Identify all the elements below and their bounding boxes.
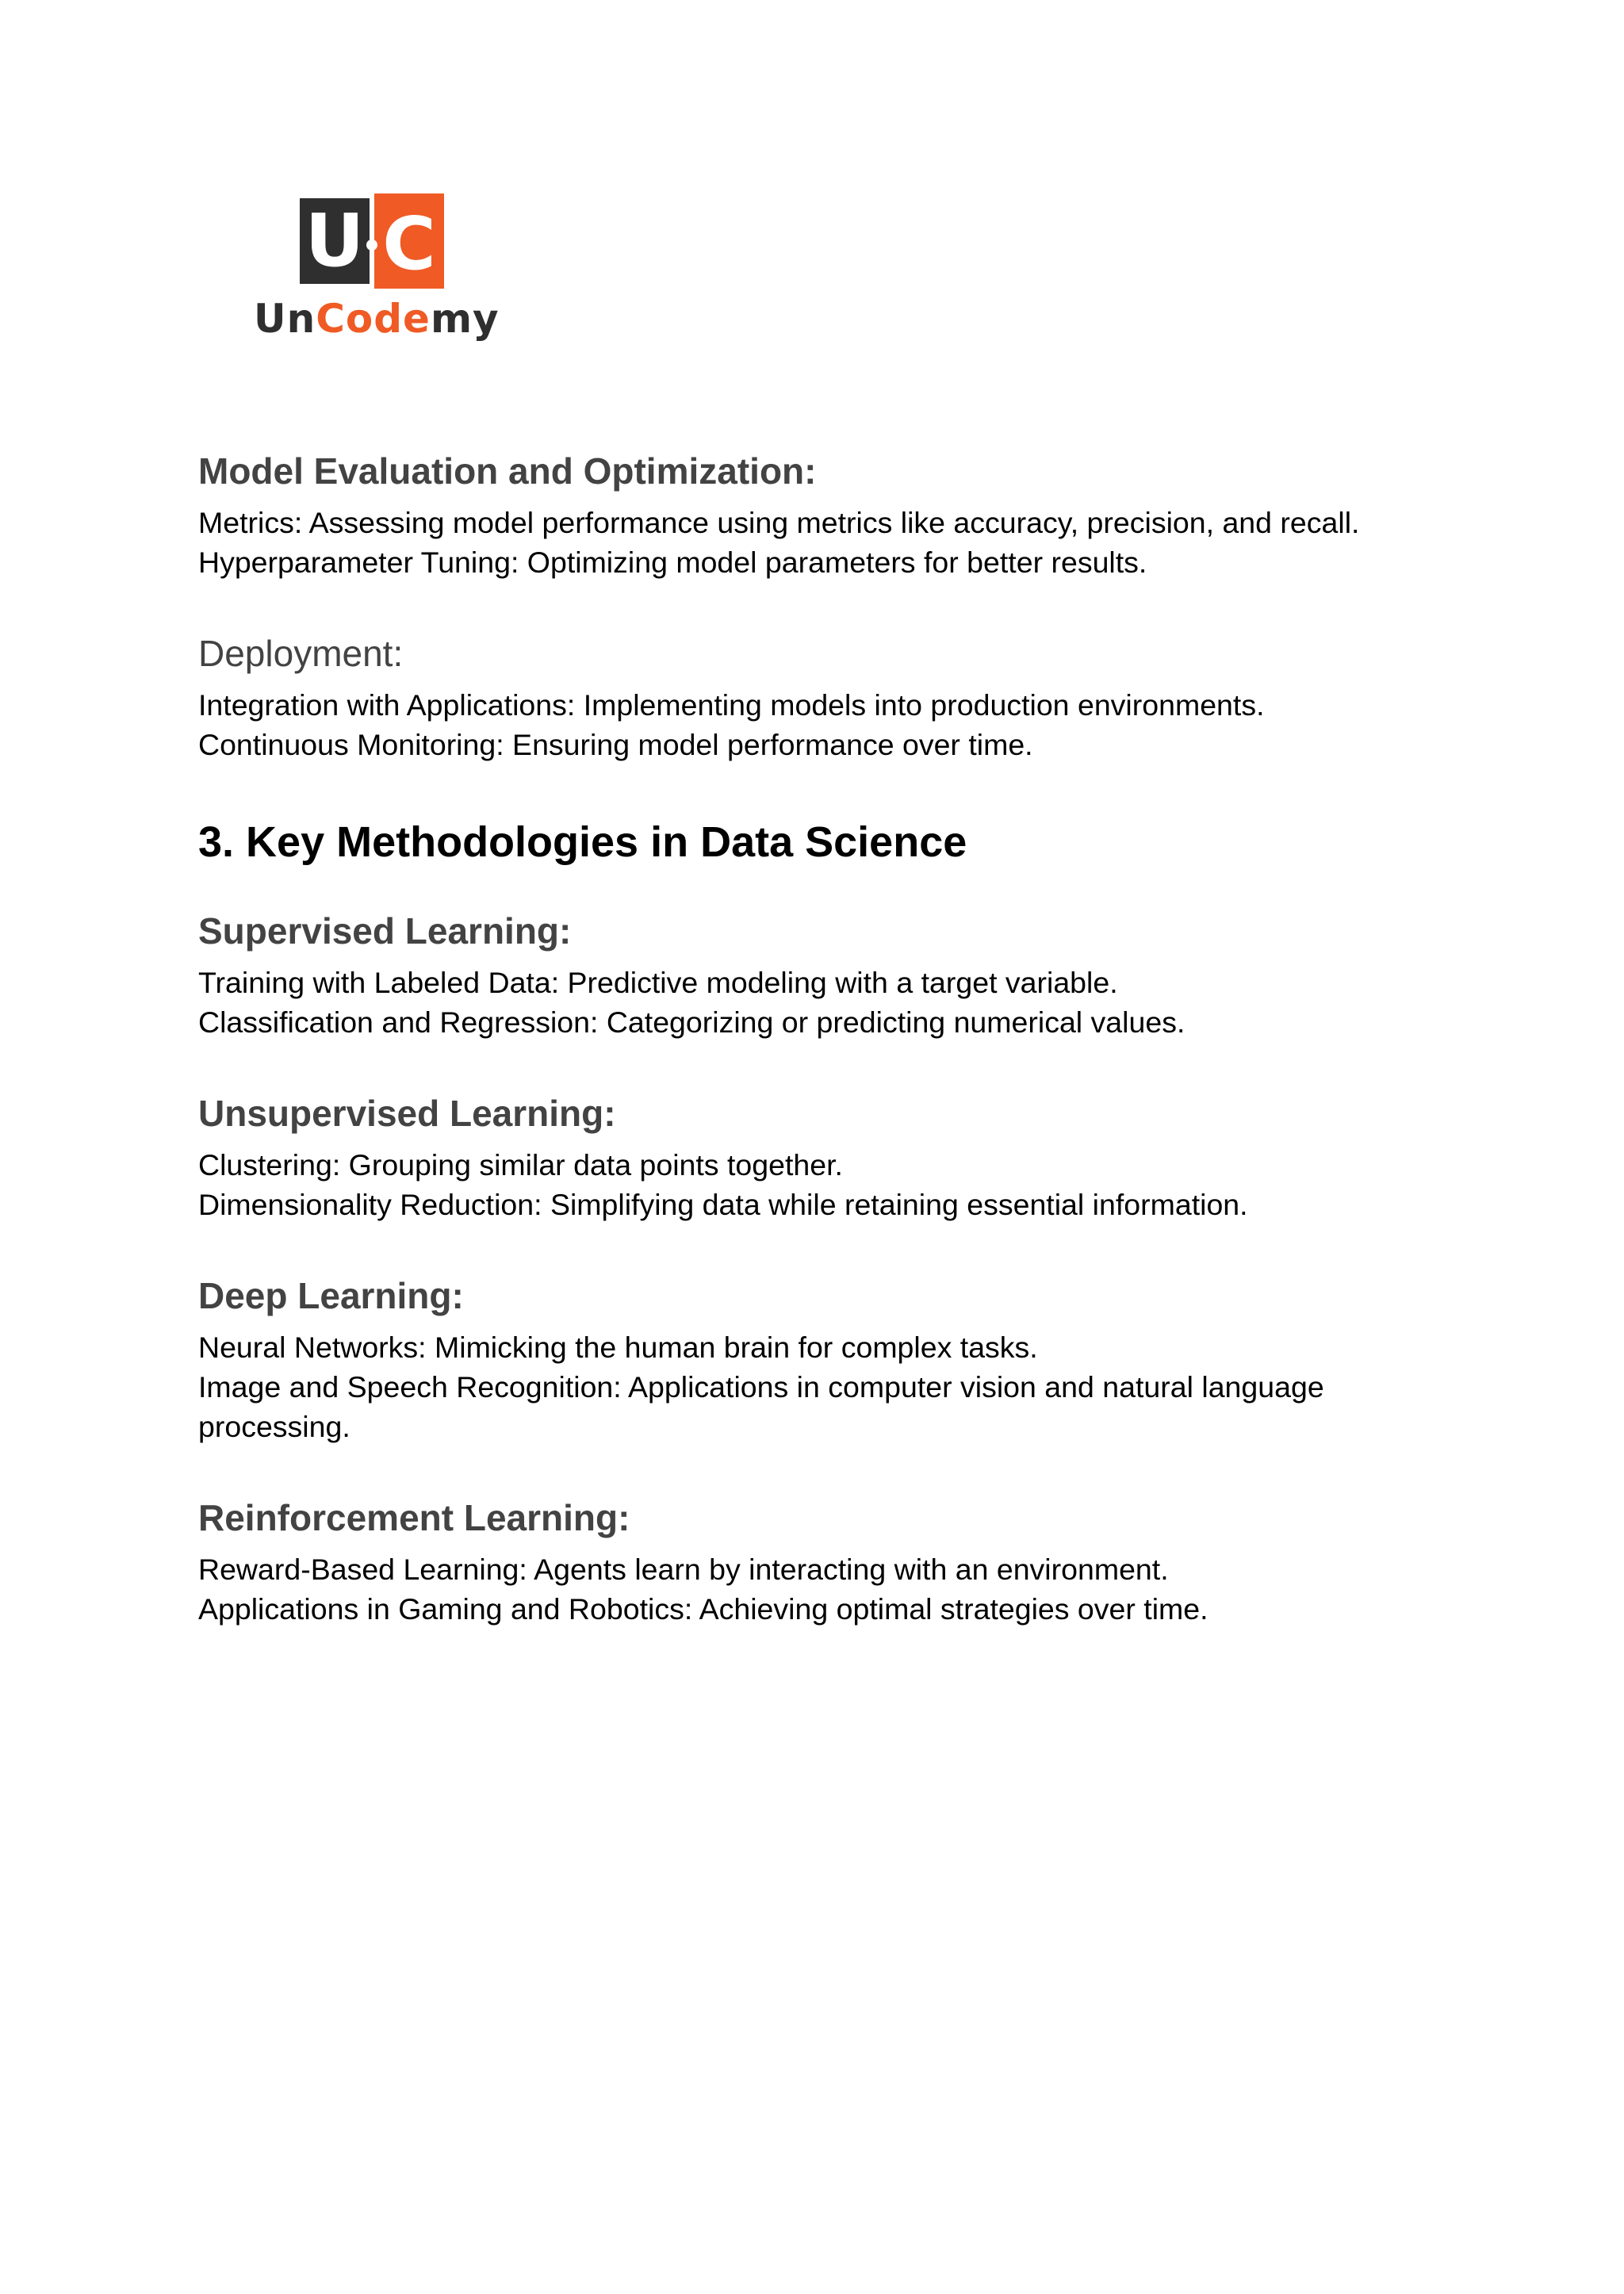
uncodemy-logo: [254, 193, 500, 352]
text-line: Continuous Monitoring: Ensuring model performance over time.: [198, 728, 1033, 761]
logo-word-part3: my: [430, 296, 500, 342]
text-line: Applications in Gaming and Robotics: Achieving optimal strategies over time.: [198, 1592, 1208, 1626]
text-line: Reward-Based Learning: Agents learn by interacting with an environment.: [198, 1553, 1169, 1586]
paragraph-unsupervised-learning: [198, 1136, 1435, 1224]
logo-letter-u: U: [304, 198, 365, 283]
logo-word-part1: Un: [254, 296, 316, 342]
section-deployment: [198, 631, 1435, 764]
paragraph-deployment: [198, 676, 1435, 764]
document-content: [198, 449, 1435, 1629]
logo-wordmark: [254, 295, 500, 343]
paragraph-model-evaluation: [198, 493, 1435, 582]
section-reinforcement-learning: [198, 1496, 1435, 1629]
text-line: Dimensionality Reduction: Simplifying data while retaining essential information.: [198, 1188, 1248, 1221]
text-line: Image and Speech Recognition: Applications in computer vision and natural language: [198, 1370, 1324, 1404]
text-line: Neural Networks: Mimicking the human brain for complex tasks.: [198, 1331, 1038, 1364]
logo-word-part2: Code: [316, 296, 431, 342]
heading-unsupervised-learning: Unsupervised Learning:: [198, 1093, 616, 1134]
text-line: Clustering: Grouping similar data points together.: [198, 1148, 843, 1181]
heading-deployment: Deployment:: [198, 633, 404, 674]
heading-model-evaluation: Model Evaluation and Optimization:: [198, 450, 817, 492]
text-line: processing.: [198, 1410, 350, 1443]
paragraph-supervised-learning: [198, 953, 1435, 1042]
paragraph-deep-learning: [198, 1318, 1435, 1446]
heading-supervised-learning: Supervised Learning:: [198, 910, 572, 952]
section-supervised-learning: [198, 909, 1435, 1042]
paragraph-reinforcement-learning: [198, 1540, 1435, 1629]
heading-deep-learning: Deep Learning:: [198, 1275, 464, 1316]
text-line: Metrics: Assessing model performance using metrics like accuracy, precision, and recall.: [198, 506, 1360, 539]
logo-mark-icon: [300, 193, 447, 289]
text-line: Integration with Applications: Implementing models into production environments.: [198, 688, 1265, 722]
logo-letter-c: C: [382, 201, 436, 286]
section-deep-learning: [198, 1273, 1435, 1446]
text-line: Hyperparameter Tuning: Optimizing model parameters for better results.: [198, 546, 1147, 579]
text-line: Classification and Regression: Categorizing or predicting numerical values.: [198, 1005, 1185, 1039]
logo-dot: [366, 239, 377, 251]
section-model-evaluation: [198, 449, 1435, 582]
text-line: Training with Labeled Data: Predictive modeling with a target variable.: [198, 966, 1118, 999]
section-unsupervised-learning: [198, 1091, 1435, 1224]
heading-reinforcement-learning: Reinforcement Learning:: [198, 1497, 630, 1538]
heading-key-methodologies: 3. Key Methodologies in Data Science: [198, 818, 967, 866]
